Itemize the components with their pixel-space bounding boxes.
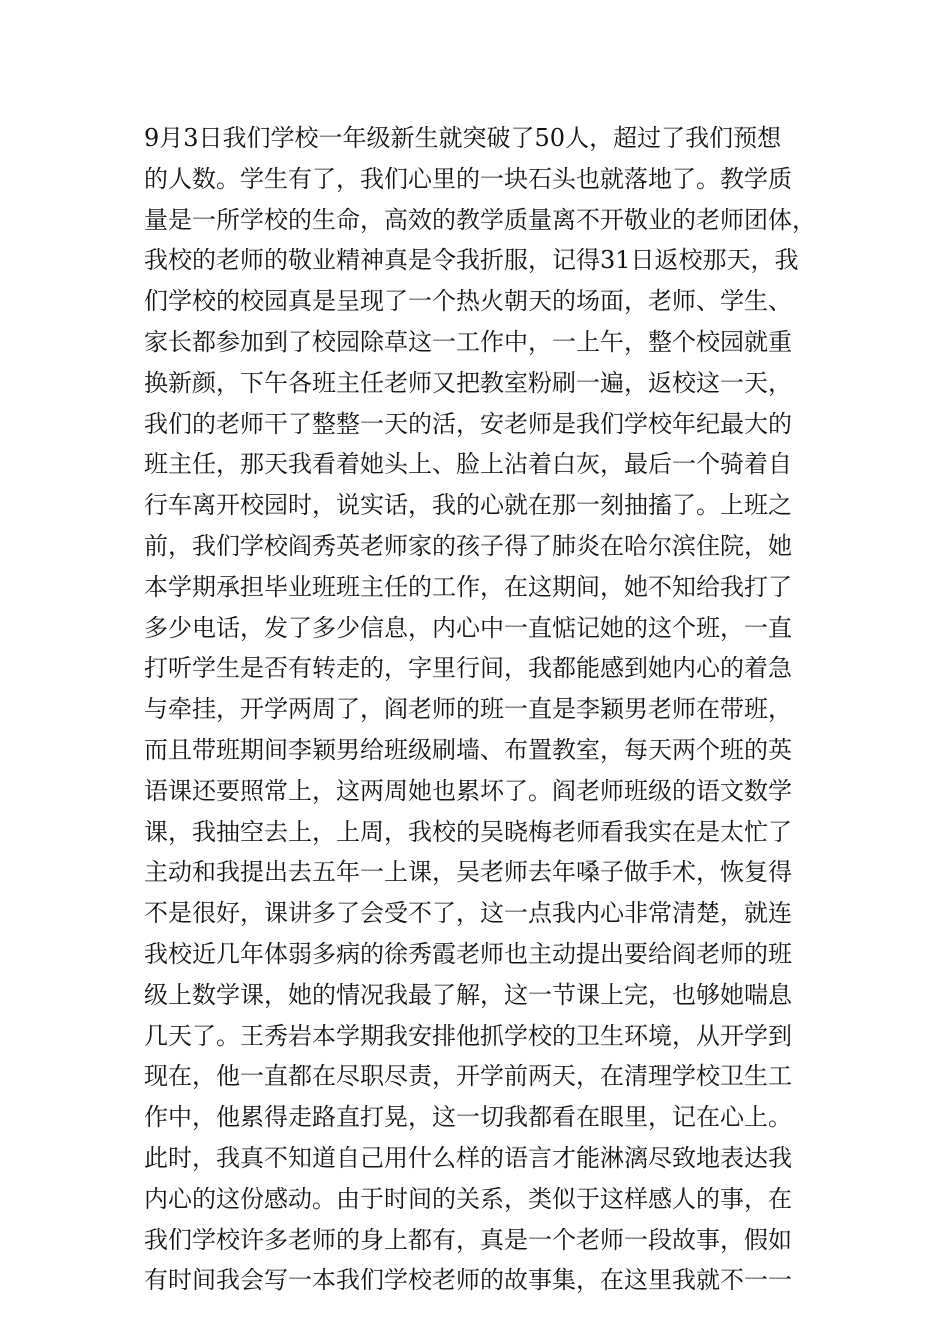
text-line: 我校近几年体弱多病的徐秀霞老师也主动提出要给阎老师的班 [144,939,792,968]
text-line: 换新颜，下午各班主任老师又把教室粉刷一遍，返校这一天， [144,368,792,397]
text-line: 现在，他一直都在尽职尽责，开学前两天，在清理学校卫生工 [144,1062,792,1091]
text-line: 此时，我真不知道自己用什么样的语言才能淋漓尽致地表达我 [144,1143,792,1172]
text-line: 我们学校许多老师的身上都有，真是一个老师一段故事，假如 [144,1225,792,1254]
text-line: 不是很好，课讲多了会受不了，这一点我内心非常清楚，就连 [144,899,792,928]
text-line: 们学校的校园真是呈现了一个热火朝天的场面，老师、学生、 [144,287,792,316]
text-line: 有时间我会写一本我们学校老师的故事集，在这里我就不一一 [144,1266,792,1295]
text-line: 主动和我提出去五年一上课，吴老师去年嗓子做手术，恢复得 [144,858,792,887]
text-line: 几天了。王秀岩本学期我安排他抓学校的卫生环境，从开学到 [144,1021,792,1050]
text-line: 而且带班期间李颖男给班级刷墙、布置教室，每天两个班的英 [144,735,792,764]
text-line: 我们的老师干了整整一天的活，安老师是我们学校年纪最大的 [144,409,792,438]
text-line: 语课还要照常上，这两周她也累坏了。阎老师班级的语文数学 [144,776,792,805]
text-line: 班主任，那天我看着她头上、脸上沾着白灰，最后一个骑着自 [144,450,792,479]
text-line: 内心的这份感动。由于时间的关系，类似于这样感人的事，在 [144,1184,792,1213]
text-line: 量是一所学校的生命，高效的教学质量离不开敬业的老师团体， [144,205,816,234]
text-line: 作中，他累得走路直打晃，这一切我都看在眼里，记在心上。 [144,1103,792,1132]
text-line: 的人数。学生有了，我们心里的一块石头也就落地了。教学质 [144,164,792,193]
text-line: 我校的老师的敬业精神真是令我折服，记得31日返校那天，我 [144,246,799,275]
text-line: 级上数学课，她的情况我最了解，这一节课上完，也够她喘息 [144,980,792,1009]
text-line: 打听学生是否有转走的，字里行间，我都能感到她内心的着急 [144,654,792,683]
text-line: 课，我抽空去上，上周，我校的吴晓梅老师看我实在是太忙了 [144,817,792,846]
text-line: 本学期承担毕业班班主任的工作，在这期间，她不知给我打了 [144,572,792,601]
text-line: 9月3日我们学校一年级新生就突破了50人，超过了我们预想 [144,124,782,152]
text-line: 行车离开校园时，说实话，我的心就在那一刻抽搐了。上班之 [144,491,792,520]
text-line: 家长都参加到了校园除草这一工作中，一上午，整个校园就重 [144,327,792,356]
text-line: 前，我们学校阎秀英老师家的孩子得了肺炎在哈尔滨住院，她 [144,531,792,560]
text-line: 多少电话，发了多少信息，内心中一直惦记她的这个班，一直 [144,613,792,642]
text-line: 与牵挂，开学两周了，阎老师的班一直是李颖男老师在带班， [144,695,792,724]
body-text [144,118,824,1301]
